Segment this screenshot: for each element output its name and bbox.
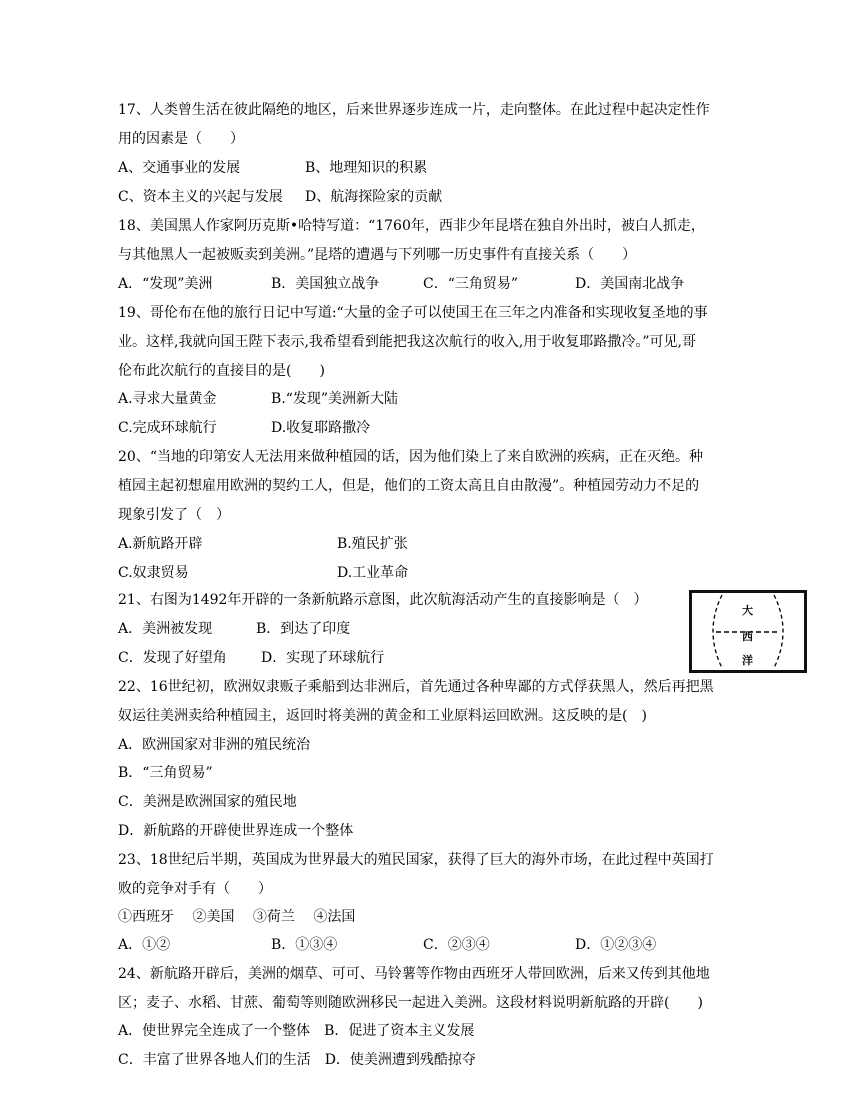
q23-items: ①西班牙 ②美国 ③荷兰 ④法国	[118, 909, 356, 925]
q19-option-a: A.寻求大量黄金	[118, 391, 217, 407]
q19-stem-line1: 19、哥伦布在他的旅行日记中写道:“大量的金子可以使国王在三年之内准备和实现收复圣地的事	[118, 305, 708, 321]
q23-option-d: D．①②③④	[575, 937, 657, 953]
q20-option-d: D.工业革命	[337, 565, 409, 581]
q18-option-c: C．“三角贸易”	[423, 276, 519, 292]
q18-option-a: A．“发现”美洲	[118, 276, 213, 292]
q22-stem-line2: 奴运往美洲卖给种植园主，返回时将美洲的黄金和工业原料运回欧洲。这反映的是( )	[118, 708, 647, 724]
q19-stem-line2: 业。这样,我就向国王陛下表示,我希望看到能把我这次航行的收入,用于收复耶路撒冷。”可见,哥	[118, 334, 696, 350]
q19-stem-line3: 伦布此次航行的直接目的是( )	[118, 363, 325, 379]
q22-option-d: D．新航路的开辟使世界连成一个整体	[118, 823, 354, 839]
q18-stem-line2: 与其他黑人一起被贩卖到美洲。”昆塔的遭遇与下列哪一历史事件有直接关系（ ）	[118, 247, 637, 263]
q22-option-b: B．“三角贸易”	[118, 765, 213, 781]
q17-option-a: A、交通事业的发展	[118, 160, 241, 176]
q22-option-c: C．美洲是欧洲国家的殖民地	[118, 794, 297, 810]
q19-option-b: B.“发现”美洲新大陆	[271, 391, 399, 407]
q18-stem-line1: 18、美国黑人作家阿历克斯•哈特写道：“1760年，西非少年昆塔在独自外出时，被白人抓走，	[118, 218, 705, 234]
q21-option-b: B．到达了印度	[256, 621, 351, 637]
q21-stem-line1: 21、右图为1492年开辟的一条新航路示意图，此次航海活动产生的直接影响是（ ）	[118, 592, 648, 608]
q18-option-d: D．美国南北战争	[575, 276, 685, 292]
q21-option-c: C．发现了好望角	[118, 650, 227, 666]
q17-option-c: C、资本主义的兴起与发展	[118, 189, 283, 205]
q24-options-ab: A．使世界完全连成了一个整体 B．促进了资本主义发展	[118, 1023, 475, 1039]
atlantic-route-figure	[689, 590, 807, 673]
q23-stem-line2: 败的竞争对手有（ ）	[118, 881, 272, 897]
q20-stem-line3: 现象引发了（ ）	[118, 507, 230, 523]
q24-options-cd: C．丰富了世界各地人们的生活 D．使美洲遭到残酷掠夺	[118, 1052, 476, 1068]
q24-stem-line2: 区；麦子、水稻、甘蔗、葡萄等则随欧洲移民一起进入美洲。这段材料说明新航路的开辟( )	[118, 995, 703, 1011]
q24-stem-line1: 24、新航路开辟后，美洲的烟草、可可、马铃薯等作物由西班牙人带回欧洲，后来又传到其他地	[118, 966, 710, 982]
q18-option-b: B．美国独立战争	[271, 276, 380, 292]
q22-stem-line1: 22、16世纪初，欧洲奴隶贩子乘船到达非洲后，首先通过各种卑鄙的方式俘获黑人，然后再把黑	[118, 679, 714, 695]
q20-option-b: B.殖民扩张	[337, 536, 408, 552]
figure-label-da: 大	[742, 604, 753, 617]
q21-option-d: D．实现了环球航行	[261, 650, 385, 666]
q17-stem-line1: 17、人类曾生活在彼此隔绝的地区，后来世界逐步连成一片，走向整体。在此过程中起决定性作	[118, 102, 710, 118]
q21-option-a: A．美洲被发现	[118, 621, 213, 637]
q20-stem-line2: 植园主起初想雇用欧洲的契约工人，但是，他们的工资太高且自由散漫”。种植园劳动力不足的	[118, 478, 700, 494]
q17-option-b: B、地理知识的积累	[305, 160, 428, 176]
q20-stem-line1: 20、“当地的印第安人无法用来做种植园的话，因为他们染上了来自欧洲的疾病，正在灭绝。种	[118, 449, 703, 465]
q17-option-d: D、航海探险家的贡献	[305, 189, 443, 205]
q23-option-b: B．①③④	[271, 937, 338, 953]
q20-option-c: C.奴隶贸易	[118, 565, 189, 581]
q22-option-a: A．欧洲国家对非洲的殖民统治	[118, 737, 311, 753]
q19-option-d: D.收复耶路撒冷	[271, 420, 371, 436]
q20-option-a: A.新航路开辟	[118, 536, 203, 552]
q23-option-a: A．①②	[118, 937, 171, 953]
q23-stem-line1: 23、18世纪后半期，英国成为世界最大的殖民国家，获得了巨大的海外市场，在此过程中英国打	[118, 852, 714, 868]
q19-option-c: C.完成环球航行	[118, 420, 217, 436]
q23-option-c: C．②③④	[423, 937, 490, 953]
figure-label-yang: 洋	[742, 654, 753, 667]
figure-label-xi: 西	[742, 630, 753, 643]
q17-stem-line2: 用的因素是（ ）	[118, 131, 244, 147]
